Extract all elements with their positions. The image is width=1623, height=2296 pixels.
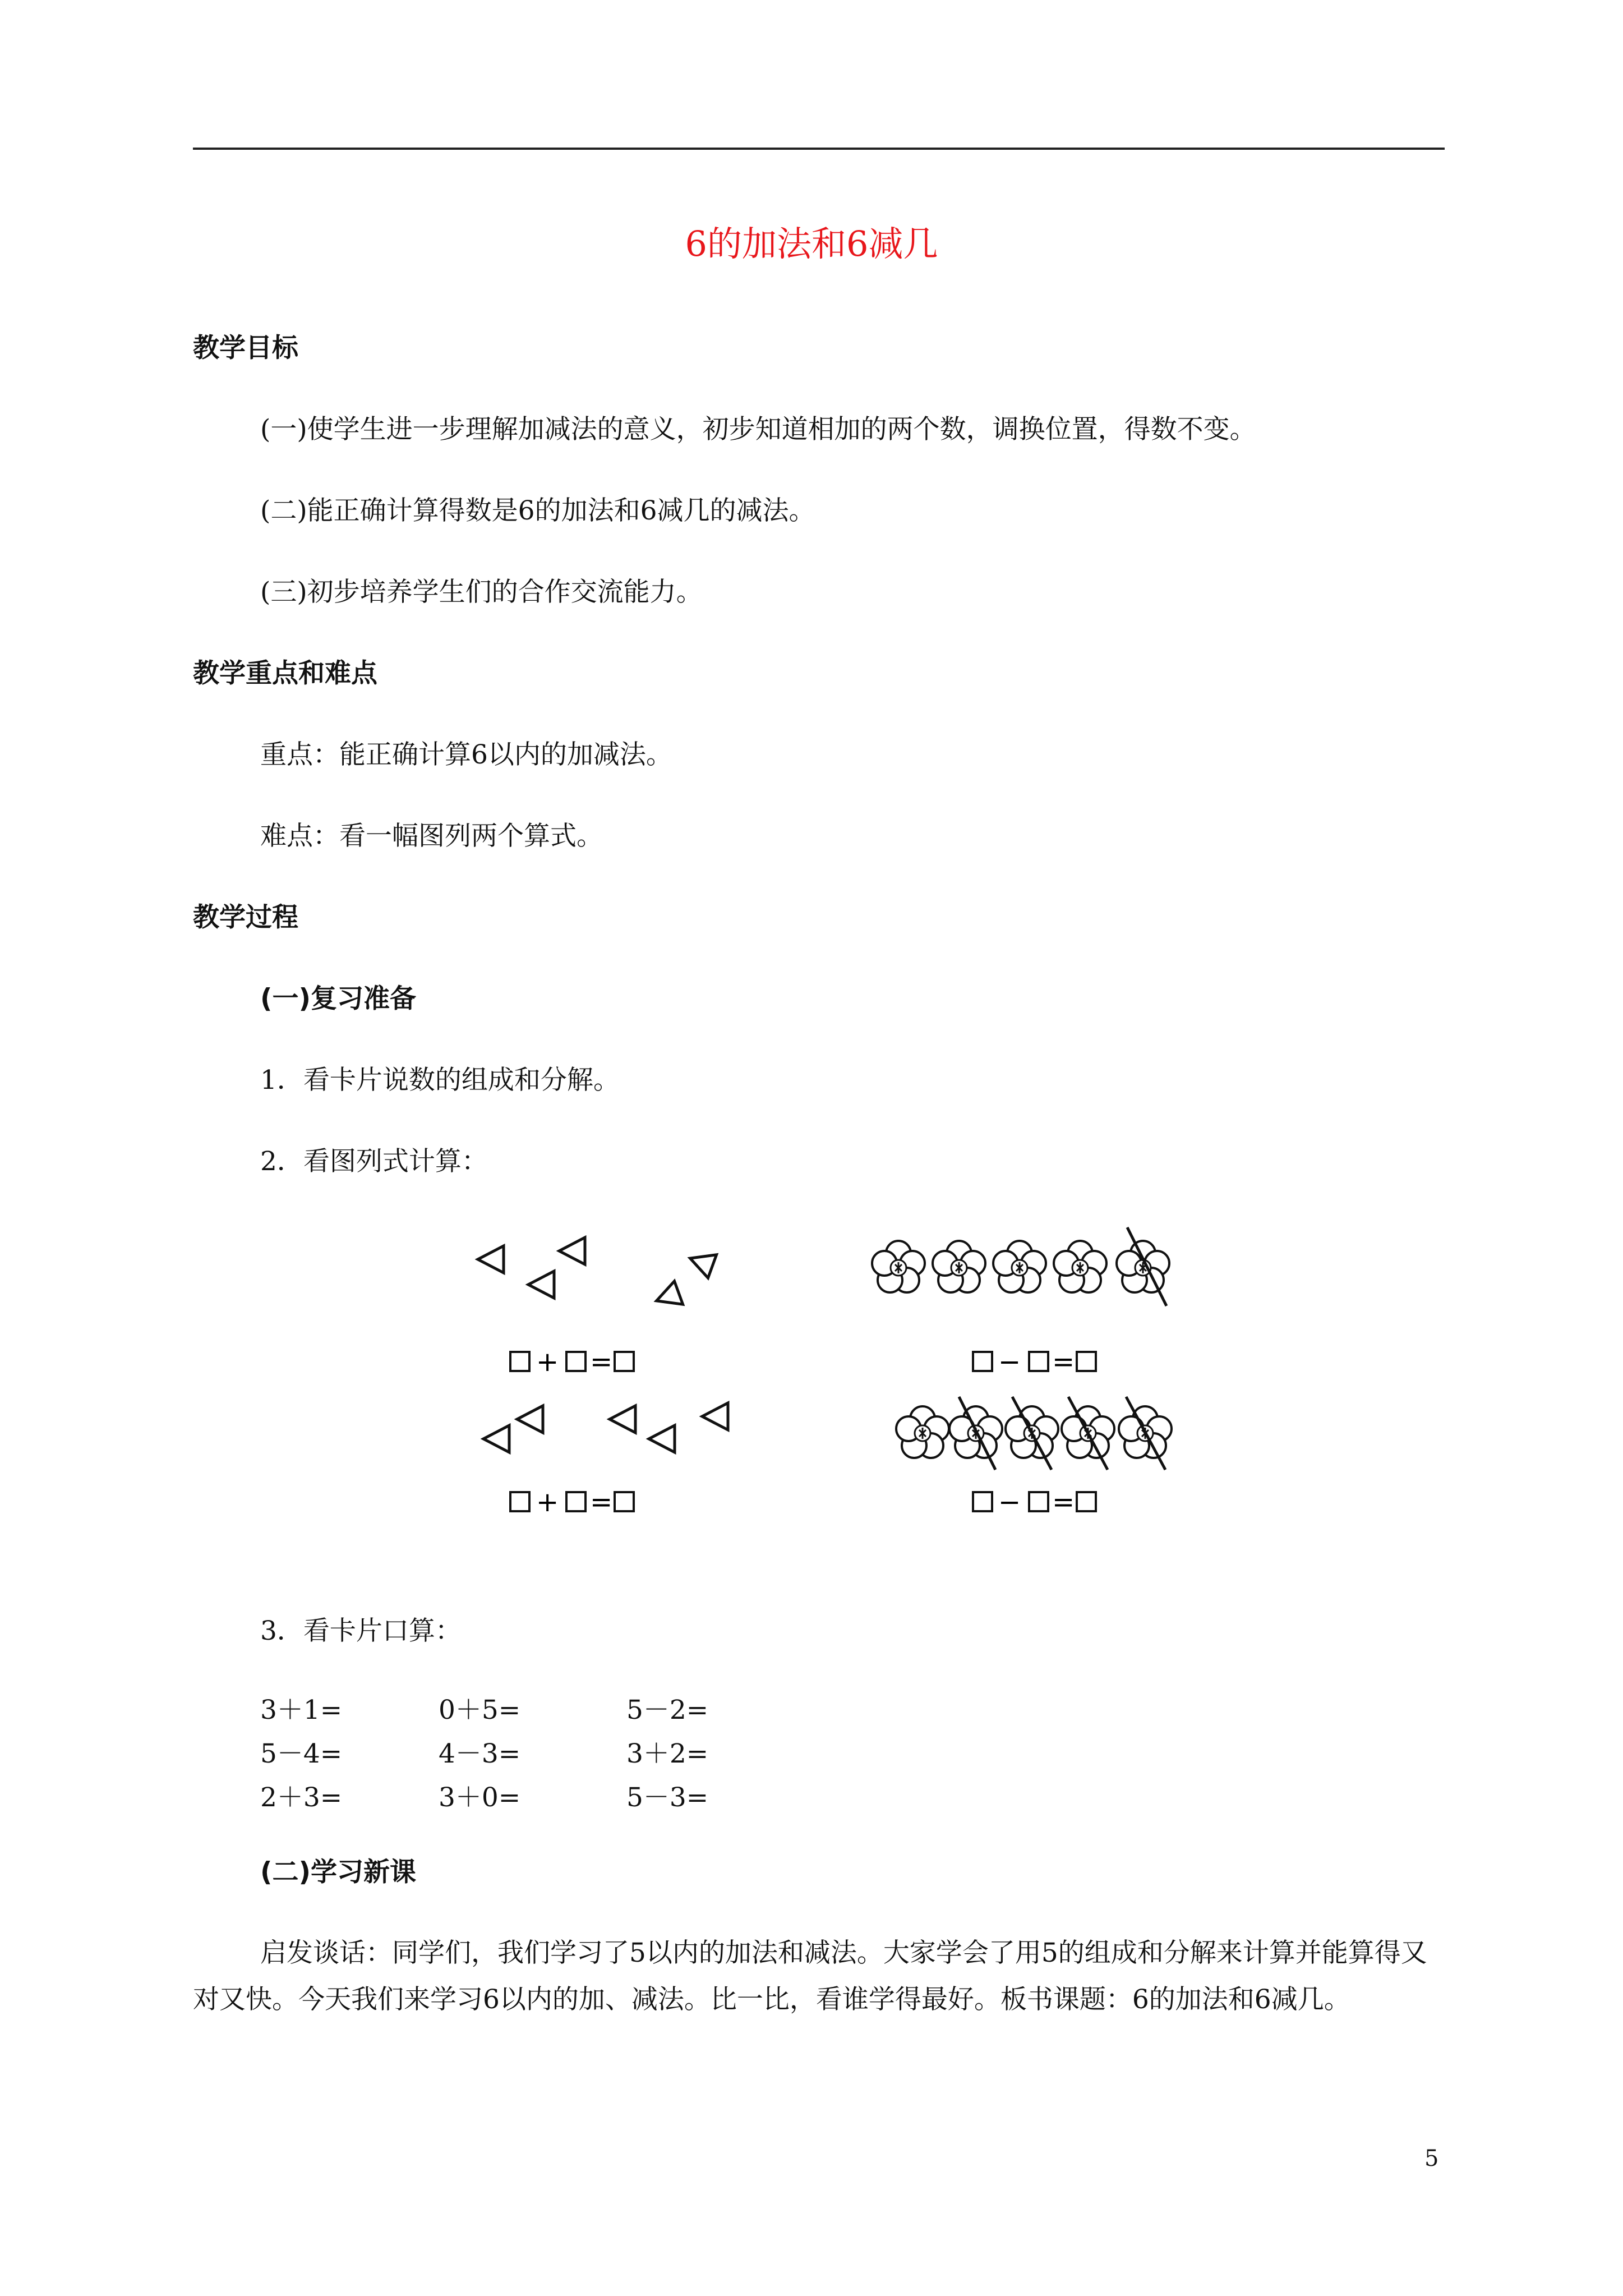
heading-objectives: 教学目标 (193, 333, 298, 364)
page-title: 6的加法和6减几 (685, 223, 938, 264)
oral-item: 3＋0= (439, 1782, 521, 1813)
svg-text:=: = (590, 1487, 613, 1518)
picture-equation-figure (465, 1212, 1195, 1526)
header-rule (193, 148, 1445, 150)
heading-review: (一)复习准备 (260, 983, 416, 1014)
svg-text:=: = (1052, 1346, 1075, 1378)
oral-item: 5－3= (626, 1782, 709, 1813)
add-formula-top (510, 1346, 634, 1378)
triangles-group-top (478, 1237, 717, 1313)
svg-text:=: = (1052, 1487, 1075, 1518)
svg-text:+: + (536, 1346, 559, 1378)
oral-row (260, 1776, 708, 1820)
oral-item: 4－3= (439, 1738, 521, 1769)
page-number: 5 (1424, 2146, 1439, 2171)
oral-item: 0＋5= (439, 1695, 521, 1726)
objective-3: (三)初步培养学生们的合作交流能力。 (260, 577, 703, 608)
heading-new-lesson: (二)学习新课 (260, 1857, 416, 1888)
new-lesson-paragraph: 启发谈话：同学们，我们学习了5以内的加法和减法。大家学会了用5的组成和分解来计算并能算得又对又快。今天我们来学习6以内的加、减法。比一比，看谁学得最好。板书课题：6的加法和6减几。 (193, 1938, 1427, 2015)
oral-item: 3＋2= (626, 1738, 709, 1769)
oral-item: 2＋3= (260, 1782, 343, 1813)
heading-process: 教学过程 (193, 902, 298, 933)
review-step-1: 1．看卡片说数的组成和分解。 (260, 1065, 620, 1096)
oral-calc-grid (260, 1688, 708, 1820)
objective-2: (二)能正确计算得数是6的加法和6减几的减法。 (260, 495, 815, 526)
review-step-2: 2．看图列式计算： (260, 1146, 488, 1177)
oral-row (260, 1732, 708, 1776)
triangles-group-bottom (483, 1403, 728, 1452)
svg-text:−: − (998, 1487, 1021, 1518)
heading-keypoints: 教学重点和难点 (193, 658, 377, 689)
oral-item: 5－2= (626, 1695, 709, 1726)
oral-item: 5－4= (260, 1738, 343, 1769)
review-step-3: 3．看卡片口算： (260, 1616, 462, 1646)
flowers-group-top (872, 1227, 1169, 1306)
key-point: 重点：能正确计算6以内的加减法。 (260, 739, 672, 770)
flowers-group-bottom (896, 1397, 1172, 1470)
sub-formula-top (973, 1346, 1096, 1378)
svg-text:+: + (536, 1487, 559, 1518)
oral-item: 3＋1= (260, 1695, 343, 1726)
difficulty-point: 难点：看一幅图列两个算式。 (260, 821, 603, 852)
add-formula-bottom (510, 1487, 634, 1518)
svg-text:=: = (590, 1346, 613, 1378)
svg-text:−: − (998, 1346, 1021, 1378)
oral-row (260, 1688, 708, 1732)
sub-formula-bottom (973, 1487, 1096, 1518)
objective-1: (一)使学生进一步理解加减法的意义，初步知道相加的两个数，调换位置，得数不变。 (260, 414, 1256, 445)
